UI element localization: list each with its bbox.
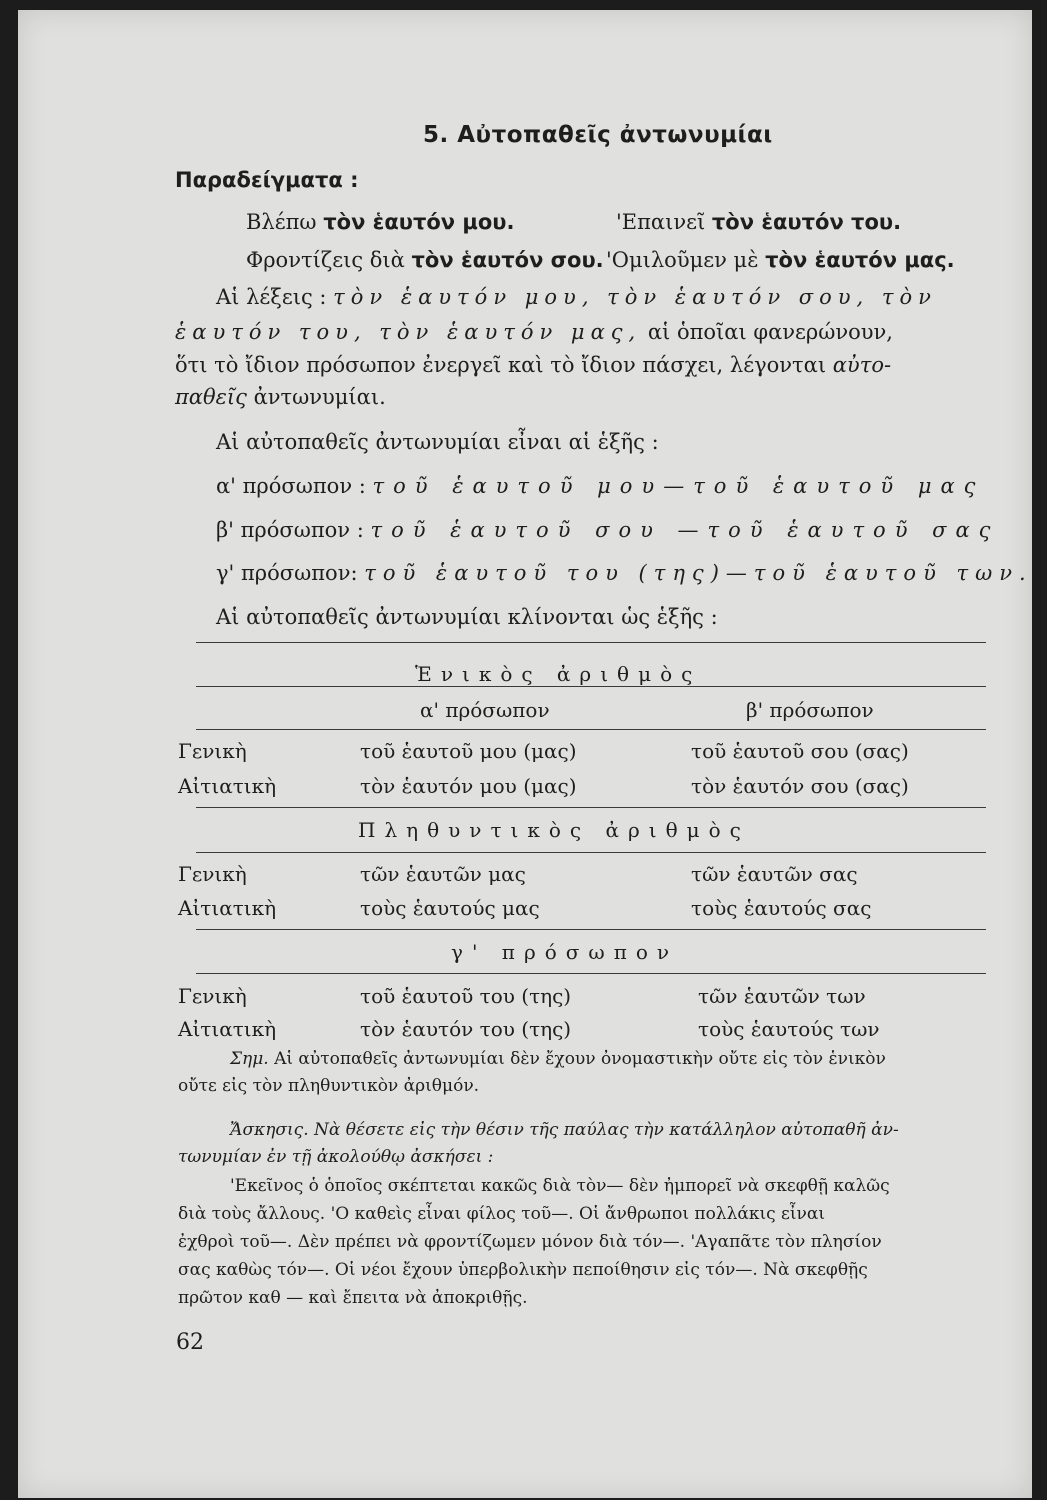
case-label: Γενικὴ	[178, 739, 247, 763]
table-rule	[196, 929, 986, 930]
p1-l1-italic: τὸν ἑαυτόν μου, τὸν ἑαυτόν σου, τὸν	[333, 285, 937, 309]
table-cell: τῶν ἑαυτῶν μας	[360, 862, 526, 886]
plural-title: Πληθυντικὸς ἀριθμὸς	[358, 818, 750, 842]
table-rule	[196, 686, 986, 687]
example-2	[616, 210, 901, 234]
table-rule	[196, 642, 986, 643]
person-3-label: γ' πρόσωπον:	[216, 561, 365, 585]
person-3-line	[216, 561, 1033, 585]
person-1-label: α' πρόσωπον :	[216, 474, 373, 498]
case-label: Αἰτιατικὴ	[178, 1017, 277, 1041]
exercise-line-2: τωνυμίαν ἐν τῇ ἀκολούθῳ ἀσκήσει :	[178, 1147, 494, 1167]
table-cell: τῶν ἑαυτῶν των	[698, 984, 866, 1008]
col-1-header: α' πρόσωπον	[420, 698, 550, 722]
p1-l1-plain: Αἱ λέξεις :	[216, 285, 334, 309]
table-cell: τοὺς ἑαυτούς των	[698, 1017, 880, 1041]
paragraph-1-line-4	[175, 385, 386, 409]
p1-l3-italic: αὐτο-	[832, 353, 892, 377]
exercise-line-3: 'Εκεῖνος ὁ ὁποῖος σκέπτεται κακῶς διὰ τὸν— δὲν ἠμπορεῖ νὰ σκεφθῇ καλῶς	[230, 1176, 890, 1196]
example-4-bold: τὸν ἑαυτόν μας.	[765, 248, 955, 272]
person-1-line	[216, 474, 984, 498]
example-2-bold: τὸν ἑαυτόν του.	[711, 210, 902, 234]
note-text: Αἱ αὐτοπαθεῖς ἀντωνυμίαι δὲν ἔχουν ὀνομαστικὴν οὔτε εἰς τὸν ἑνικὸν	[268, 1049, 886, 1069]
case-label: Γενικὴ	[178, 984, 247, 1008]
exercise-line-1: Ἄσκησις. Νὰ θέσετε εἰς τὴν θέσιν τῆς παύλας τὴν κατάλληλον αὐτοπαθῆ ἀν-	[230, 1120, 899, 1140]
example-1	[246, 210, 514, 234]
example-1-text: Βλέπω	[246, 210, 324, 234]
person-2-label: β' πρόσωπον :	[216, 518, 371, 542]
example-3	[246, 248, 604, 272]
p1-l2-italic: ἑαυτόν του, τὸν ἑαυτόν μας,	[175, 320, 642, 344]
note-label: Σημ.	[230, 1049, 269, 1069]
table-cell: τοῦ ἑαυτοῦ σου (σας)	[691, 739, 909, 763]
example-2-text: 'Επαινεῖ	[616, 210, 712, 234]
table-rule	[196, 729, 986, 730]
note-line-2: οὔτε εἰς τὸν πληθυντικὸν ἀριθμόν.	[178, 1076, 480, 1096]
person-1-forms: τοῦ ἑαυτοῦ μου—τοῦ ἑαυτοῦ μας	[372, 474, 985, 498]
p1-l2-plain: αἱ ὁποῖαι φανερώνουν,	[641, 320, 893, 344]
table-cell: τὸν ἑαυτόν μου (μας)	[360, 774, 577, 798]
page-title: 5. Αὐτοπαθεῖς ἀντωνυμίαι	[423, 122, 773, 148]
table-rule	[196, 807, 986, 808]
paragraph-1-line-2	[175, 320, 893, 344]
examples-heading: Παραδείγματα :	[175, 168, 359, 192]
exercise-line-5: ἐχθροὶ τοῦ—. Δὲν πρέπει νὰ φροντίζωμεν μόνον διὰ τόν—. 'Αγαπᾶτε τὸν πλησίον	[178, 1232, 882, 1252]
table-rule	[196, 973, 986, 974]
case-label: Αἰτιατικὴ	[178, 774, 277, 798]
table-cell: τὸν ἑαυτόν του (της)	[360, 1017, 572, 1041]
table-cell: τοῦ ἑαυτοῦ του (της)	[360, 984, 572, 1008]
third-person-title: γ' πρόσωπον	[451, 940, 679, 964]
paragraph-3: Αἱ αὐτοπαθεῖς ἀντωνυμίαι κλίνονται ὡς ἑξῆς :	[216, 605, 718, 629]
col-2-header: β' πρόσωπον	[746, 698, 874, 722]
case-label: Αἰτιατικὴ	[178, 896, 277, 920]
example-4	[606, 248, 955, 272]
table-cell: τὸν ἑαυτόν σου (σας)	[691, 774, 909, 798]
table-cell: τοῦ ἑαυτοῦ μου (μας)	[360, 739, 577, 763]
paragraph-2: Αἱ αὐτοπαθεῖς ἀντωνυμίαι εἶναι αἱ ἑξῆς :	[216, 430, 659, 454]
paragraph-1-line-1	[216, 285, 937, 309]
case-label: Γενικὴ	[178, 862, 247, 886]
exercise-line-6: σας καθὼς τόν—. Οἱ νέοι ἔχουν ὑπερβολικὴν πεποίθησιν εἰς τόν—. Νὰ σκεφθῇς	[178, 1260, 868, 1280]
singular-title: Ἑνικὸς ἀριθμὸς	[415, 662, 702, 686]
p1-l4-plain: ἀντωνυμίαι.	[246, 385, 386, 409]
exercise-line-4: διὰ τοὺς ἄλλους. 'Ο καθεὶς εἶναι φίλος τοῦ—. Οἱ ἄνθρωποι πολλάκις εἶναι	[178, 1204, 825, 1224]
exercise-line-7: πρῶτον καθ — καὶ ἔπειτα νὰ ἀποκριθῇς.	[178, 1288, 528, 1308]
p1-l4-italic: παθεῖς	[175, 385, 247, 409]
table-rule	[196, 852, 986, 853]
p1-l3-plain: ὅτι τὸ ἴδιον πρόσωπον ἐνεργεῖ καὶ τὸ ἴδιον πάσχει, λέγονται	[175, 353, 833, 377]
person-3-forms: τοῦ ἑαυτοῦ του (της)—τοῦ ἑαυτοῦ των.	[364, 561, 1033, 585]
example-4-text: 'Ομιλοῦμεν μὲ	[606, 248, 766, 272]
page-number: 62	[176, 1330, 204, 1355]
paragraph-1-line-3	[175, 353, 891, 377]
table-cell: τῶν ἑαυτῶν σας	[691, 862, 858, 886]
book-page	[18, 10, 1032, 1498]
note-line-1	[230, 1049, 886, 1069]
person-2-line	[216, 518, 999, 542]
example-1-bold: τὸν ἑαυτόν μου.	[323, 210, 515, 234]
example-3-text: Φροντίζεις διὰ	[246, 248, 412, 272]
example-3-bold: τὸν ἑαυτόν σου.	[411, 248, 604, 272]
table-cell: τοὺς ἑαυτούς σας	[691, 896, 872, 920]
table-cell: τοὺς ἑαυτούς μας	[360, 896, 540, 920]
person-2-forms: τοῦ ἑαυτοῦ σου —τοῦ ἑαυτοῦ σας	[370, 518, 1000, 542]
